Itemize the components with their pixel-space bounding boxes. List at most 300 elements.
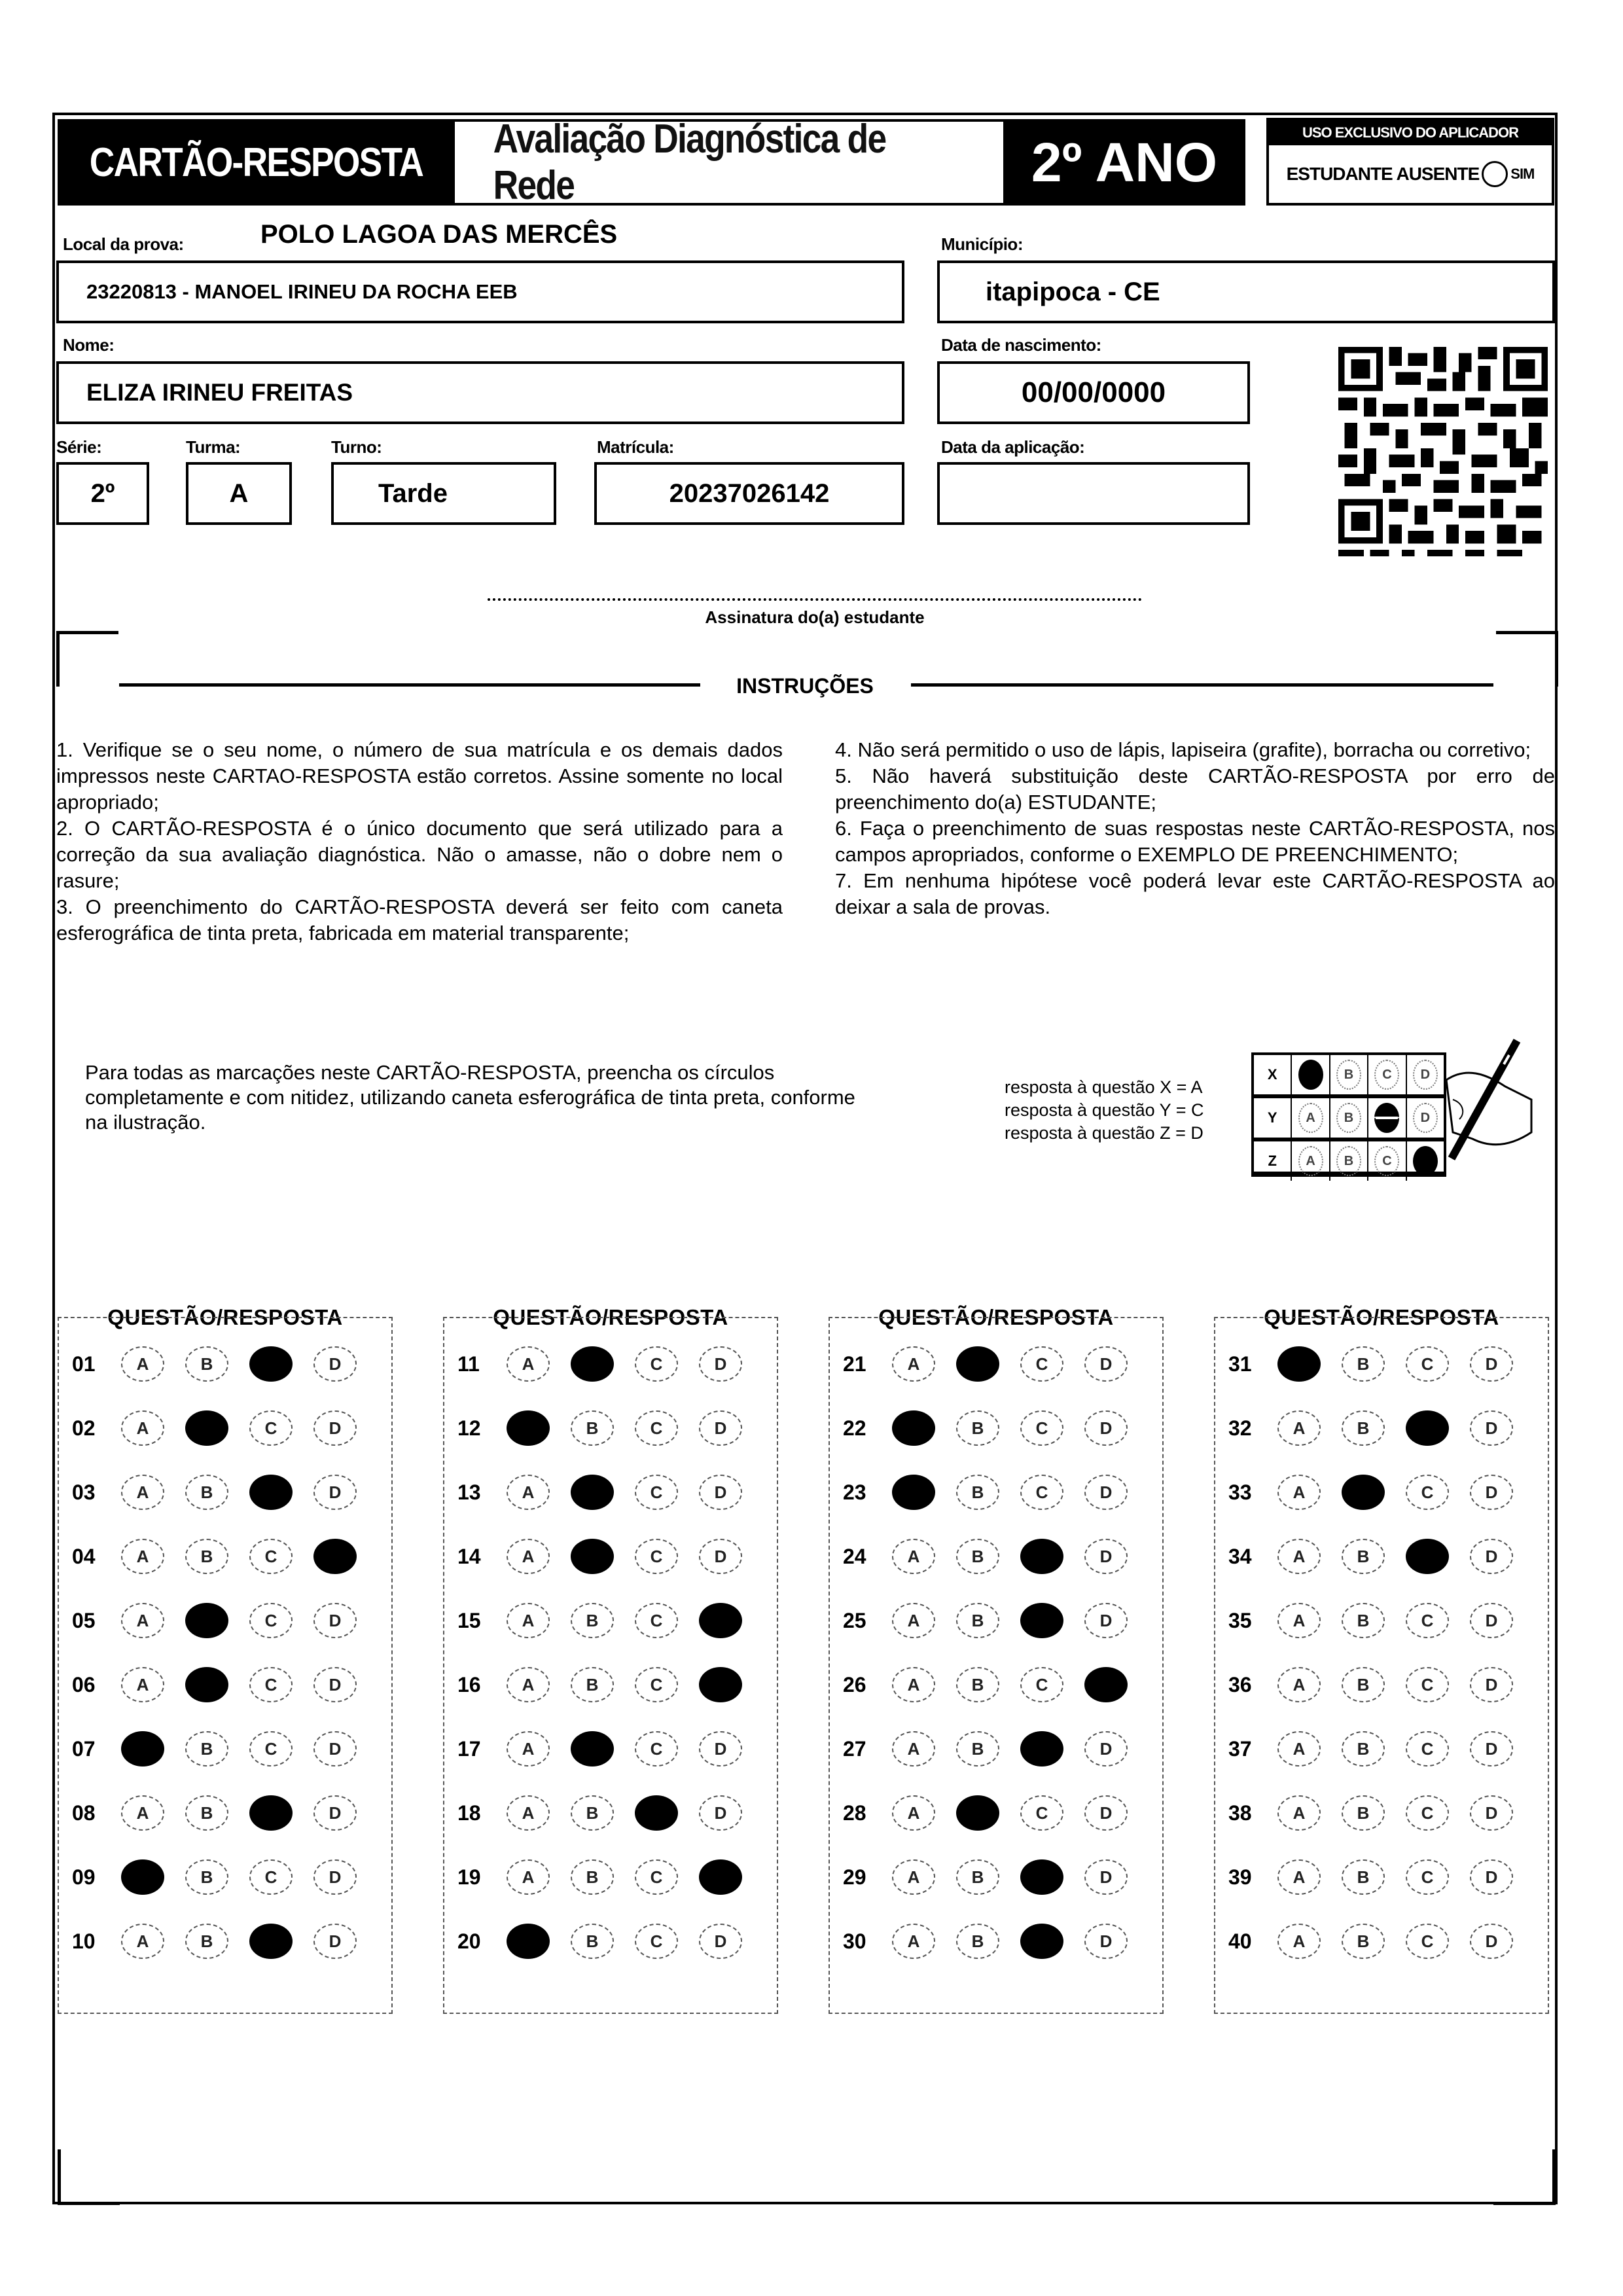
question-row <box>444 1793 777 1833</box>
answer-bubble-d[interactable]: D <box>1084 1539 1128 1574</box>
answer-bubble-c[interactable] <box>249 1924 293 1959</box>
answer-bubble-c[interactable]: C <box>249 1667 293 1702</box>
fill-instructions: Para todas as marcações neste CARTÃO-RESPOSTA, preencha os círculos completamente e com nitidez, utilizando caneta esferográfica de tinta preta, conforme na ilustração. <box>85 1061 855 1134</box>
instruction-2: 2. O CARTÃO-RESPOSTA é o único documento que será utilizado para a correção da sua avaliação diagnóstica. Não o amasse, não o dobre nem o rasure; <box>56 817 783 892</box>
answer-bubble-d[interactable]: D <box>699 1924 742 1959</box>
answer-bubble-d[interactable]: D <box>1470 1475 1513 1510</box>
question-number: 28 <box>843 1801 866 1825</box>
answer-bubble-a[interactable]: A <box>1277 1795 1321 1831</box>
answer-bubble-b[interactable]: B <box>1342 1667 1385 1702</box>
aplicacao-field <box>937 462 1250 525</box>
example-bubble-c: C <box>1374 1146 1399 1176</box>
answer-bubble-d[interactable]: D <box>313 1924 357 1959</box>
question-row <box>830 1408 1162 1448</box>
corner-mark-bottom-left <box>58 2149 120 2205</box>
question-number: 16 <box>457 1672 481 1696</box>
answer-bubble-a[interactable]: A <box>121 1603 164 1638</box>
answer-bubble-b[interactable]: B <box>956 1924 999 1959</box>
question-number: 19 <box>457 1865 481 1889</box>
answer-bubble-a[interactable]: A <box>1277 1859 1321 1895</box>
instructions-left <box>56 737 783 946</box>
example-cell <box>1292 1098 1330 1138</box>
answer-bubble-c[interactable] <box>1020 1731 1063 1767</box>
matricula-label: Matrícula: <box>597 437 674 457</box>
answer-bubble-d[interactable]: D <box>1084 1410 1128 1446</box>
answer-bubble-c[interactable]: C <box>1406 1795 1449 1831</box>
example-cell <box>1292 1055 1330 1094</box>
example-bubble-a: A <box>1298 1146 1323 1176</box>
answer-bubble-c[interactable]: C <box>1406 1731 1449 1767</box>
answer-bubble-a[interactable]: A <box>121 1795 164 1831</box>
answer-bubble-d[interactable] <box>699 1667 742 1702</box>
answer-bubble-b[interactable] <box>185 1667 228 1702</box>
answer-bubble-c[interactable]: C <box>635 1603 678 1638</box>
answer-bubble-a[interactable]: A <box>892 1795 935 1831</box>
instructions-divider-right <box>911 683 1493 687</box>
question-number: 12 <box>457 1416 481 1440</box>
example-row <box>1254 1141 1444 1181</box>
answer-column-1 <box>58 1317 393 2014</box>
answer-bubble-c[interactable]: C <box>1406 1603 1449 1638</box>
question-number: 39 <box>1228 1865 1252 1889</box>
example-legend-y: resposta à questão Y = C <box>1005 1100 1204 1120</box>
question-number: 03 <box>72 1480 96 1504</box>
question-row <box>59 1344 391 1384</box>
question-row <box>830 1344 1162 1384</box>
example-legend-z: resposta à questão Z = D <box>1005 1123 1204 1143</box>
answer-bubble-a[interactable]: A <box>121 1410 164 1446</box>
example-cell <box>1292 1141 1330 1181</box>
answer-bubble-c[interactable] <box>249 1795 293 1831</box>
question-number: 17 <box>457 1736 481 1761</box>
answer-bubble-d[interactable]: D <box>1084 1795 1128 1831</box>
answer-bubble-d[interactable]: D <box>313 1603 357 1638</box>
answer-bubble-c[interactable]: C <box>1406 1475 1449 1510</box>
answer-bubble-b[interactable]: B <box>1342 1859 1385 1895</box>
question-number: 31 <box>1228 1352 1252 1376</box>
question-row <box>1215 1922 1548 1961</box>
answer-bubble-c[interactable]: C <box>1020 1795 1063 1831</box>
answer-bubble-b[interactable]: B <box>1342 1731 1385 1767</box>
answer-bubble-c[interactable] <box>635 1795 678 1831</box>
serie-label: Série: <box>56 437 102 457</box>
aplicacao-label: Data da aplicação: <box>941 437 1085 457</box>
answer-bubble-b[interactable]: B <box>956 1731 999 1767</box>
answer-bubble-a[interactable]: A <box>1277 1924 1321 1959</box>
question-number: 07 <box>72 1736 96 1761</box>
answer-bubble-a[interactable]: A <box>507 1731 550 1767</box>
question-row <box>444 1473 777 1512</box>
card-title: CARTÃO-RESPOSTA <box>89 139 423 185</box>
question-number: 02 <box>72 1416 96 1440</box>
answer-bubble-a[interactable]: A <box>1277 1475 1321 1510</box>
answer-bubble-b[interactable] <box>571 1731 614 1767</box>
question-number: 08 <box>72 1801 96 1825</box>
question-number: 10 <box>72 1929 96 1953</box>
answer-bubble-c[interactable] <box>1406 1539 1449 1574</box>
answer-bubble-a[interactable]: A <box>1277 1603 1321 1638</box>
answer-bubble-a[interactable]: A <box>892 1539 935 1574</box>
question-row <box>1215 1601 1548 1640</box>
answer-bubble-d[interactable]: D <box>1084 1924 1128 1959</box>
answer-bubble-b[interactable] <box>571 1539 614 1574</box>
answer-bubble-d[interactable]: D <box>1084 1346 1128 1382</box>
answer-bubble-b[interactable]: B <box>956 1859 999 1895</box>
answer-bubble-a[interactable]: A <box>1277 1667 1321 1702</box>
nascimento-field: 00/00/0000 <box>937 361 1250 424</box>
matricula-field: 20237026142 <box>594 462 904 525</box>
answer-bubble-d[interactable] <box>313 1539 357 1574</box>
answer-bubble-c[interactable]: C <box>635 1346 678 1382</box>
answer-bubble-b[interactable]: B <box>571 1410 614 1446</box>
answer-bubble-d[interactable]: D <box>1084 1731 1128 1767</box>
answer-bubble-b[interactable] <box>956 1346 999 1382</box>
nascimento-label: Data de nascimento: <box>941 335 1101 355</box>
answer-bubble-a[interactable] <box>1277 1346 1321 1382</box>
answer-bubble-a[interactable]: A <box>892 1924 935 1959</box>
question-number: 33 <box>1228 1480 1252 1504</box>
question-number: 26 <box>843 1672 866 1696</box>
applicator-box <box>1266 118 1554 206</box>
answer-bubble-b[interactable]: B <box>1342 1924 1385 1959</box>
answer-bubble-d[interactable]: D <box>1084 1859 1128 1895</box>
answer-bubble-d[interactable]: D <box>1470 1410 1513 1446</box>
answer-column-title: QUESTÃO/RESPOSTA <box>107 1305 343 1329</box>
local-value: POLO LAGOA DAS MERCÊS <box>260 220 618 249</box>
answer-bubble-d[interactable]: D <box>1084 1603 1128 1638</box>
example-row <box>1254 1055 1444 1098</box>
example-bubble-a <box>1298 1060 1323 1090</box>
answer-bubble-a[interactable]: A <box>121 1346 164 1382</box>
answer-bubble-c[interactable]: C <box>249 1731 293 1767</box>
answer-bubble-d[interactable]: D <box>1470 1795 1513 1831</box>
example-bubble-c: C <box>1374 1060 1399 1090</box>
answer-bubble-b[interactable] <box>185 1410 228 1446</box>
answer-bubble-a[interactable]: A <box>121 1539 164 1574</box>
question-number: 24 <box>843 1544 866 1568</box>
answer-bubble-c[interactable]: C <box>1020 1410 1063 1446</box>
question-number: 37 <box>1228 1736 1252 1761</box>
qr-code-icon <box>1338 340 1548 556</box>
answer-bubble-c[interactable]: C <box>1406 1859 1449 1895</box>
answer-bubble-a[interactable]: A <box>507 1539 550 1574</box>
question-row <box>830 1793 1162 1833</box>
answer-bubble-b[interactable]: B <box>1342 1795 1385 1831</box>
question-row <box>1215 1729 1548 1768</box>
question-row <box>59 1537 391 1576</box>
question-number: 05 <box>72 1608 96 1632</box>
answer-bubble-c[interactable]: C <box>249 1859 293 1895</box>
answer-bubble-c[interactable]: C <box>1406 1667 1449 1702</box>
question-number: 21 <box>843 1352 866 1376</box>
example-cell <box>1330 1055 1368 1094</box>
answer-bubble-a[interactable]: A <box>507 1346 550 1382</box>
example-cell <box>1330 1098 1368 1138</box>
question-row <box>59 1729 391 1768</box>
question-row <box>1215 1537 1548 1576</box>
answer-bubble-b[interactable]: B <box>956 1667 999 1702</box>
answer-bubble-c[interactable]: C <box>635 1410 678 1446</box>
question-number: 36 <box>1228 1672 1252 1696</box>
answer-bubble-a[interactable]: A <box>892 1667 935 1702</box>
answer-bubble-a[interactable]: A <box>507 1795 550 1831</box>
school-field: 23220813 - MANOEL IRINEU DA ROCHA EEB <box>56 260 904 323</box>
instruction-7: 7. Em nenhuma hipótese você poderá levar este CARTÃO-RESPOSTA ao deixar a sala de provas. <box>835 869 1555 918</box>
example-bubble-a: A <box>1298 1103 1323 1133</box>
example-row-label: Z <box>1254 1141 1292 1181</box>
answer-bubble-a[interactable]: A <box>1277 1731 1321 1767</box>
answer-bubble-a[interactable]: A <box>507 1667 550 1702</box>
question-row <box>1215 1665 1548 1704</box>
question-row <box>444 1537 777 1576</box>
example-bubble-d: D <box>1413 1060 1438 1090</box>
question-row <box>830 1473 1162 1512</box>
question-number: 18 <box>457 1801 481 1825</box>
answer-bubble-b[interactable]: B <box>1342 1346 1385 1382</box>
answer-bubble-c[interactable]: C <box>635 1924 678 1959</box>
answer-bubble-c[interactable]: C <box>1406 1924 1449 1959</box>
answer-bubble-b[interactable] <box>571 1346 614 1382</box>
answer-bubble-d[interactable]: D <box>1470 1667 1513 1702</box>
example-grid <box>1251 1052 1446 1177</box>
answer-column-title: QUESTÃO/RESPOSTA <box>878 1305 1114 1329</box>
question-row <box>444 1922 777 1961</box>
question-number: 40 <box>1228 1929 1252 1953</box>
answer-bubble-c[interactable]: C <box>1020 1346 1063 1382</box>
instruction-1: 1. Verifique se o seu nome, o número de sua matrícula e os demais dados impressos neste CARTAO-RESPOSTA estão corretos. Assine somente no local apropriado; <box>56 738 783 814</box>
answer-bubble-b[interactable]: B <box>571 1667 614 1702</box>
answer-bubble-c[interactable]: C <box>1020 1667 1063 1702</box>
answer-bubble-d[interactable] <box>1084 1667 1128 1702</box>
instructions-right <box>835 737 1555 920</box>
example-row-label: Y <box>1254 1098 1292 1138</box>
answer-bubble-a[interactable]: A <box>507 1603 550 1638</box>
answer-bubble-d[interactable]: D <box>1470 1346 1513 1382</box>
question-number: 20 <box>457 1929 481 1953</box>
answer-bubble-c[interactable]: C <box>635 1539 678 1574</box>
question-number: 13 <box>457 1480 481 1504</box>
question-row <box>830 1537 1162 1576</box>
answer-bubble-b[interactable]: B <box>185 1731 228 1767</box>
example-bubble-b: B <box>1336 1103 1361 1133</box>
absent-option: SIM <box>1510 166 1535 182</box>
question-number: 29 <box>843 1865 866 1889</box>
answer-bubble-b[interactable]: B <box>571 1795 614 1831</box>
answer-bubble-d[interactable]: D <box>313 1475 357 1510</box>
answer-bubble-c[interactable] <box>249 1346 293 1382</box>
question-number: 32 <box>1228 1416 1252 1440</box>
answer-bubble-b[interactable]: B <box>571 1603 614 1638</box>
question-row <box>1215 1857 1548 1897</box>
instruction-3: 3. O preenchimento do CARTÃO-RESPOSTA deverá ser feito com caneta esferográfica de tinta preta, fabricada em material transparente; <box>56 895 783 944</box>
answer-bubble-a[interactable]: A <box>507 1475 550 1510</box>
answer-bubble-a[interactable] <box>121 1731 164 1767</box>
answer-bubble-d[interactable]: D <box>699 1795 742 1831</box>
answer-bubble-d[interactable]: D <box>313 1859 357 1895</box>
signature-line[interactable] <box>488 598 1142 601</box>
example-legend <box>1005 1076 1204 1145</box>
absent-bubble[interactable] <box>1482 161 1508 187</box>
answer-column-2 <box>443 1317 778 2014</box>
answer-bubble-c[interactable] <box>1020 1924 1063 1959</box>
answer-column-3 <box>829 1317 1164 2014</box>
answer-bubble-b[interactable]: B <box>956 1539 999 1574</box>
local-label: Local da prova: <box>63 234 184 254</box>
answer-bubble-d[interactable]: D <box>313 1667 357 1702</box>
instruction-5: 5. Não haverá substituição deste CARTÃO-RESPOSTA por erro de preenchimento do(a) ESTUDANTE; <box>835 764 1555 814</box>
answer-bubble-c[interactable]: C <box>635 1667 678 1702</box>
answer-bubble-b[interactable]: B <box>185 1346 228 1382</box>
answer-bubble-b[interactable] <box>1342 1475 1385 1510</box>
turma-field: A <box>186 462 292 525</box>
answer-bubble-b[interactable]: B <box>1342 1410 1385 1446</box>
answer-bubble-c[interactable]: C <box>249 1603 293 1638</box>
answer-bubble-b[interactable] <box>956 1795 999 1831</box>
example-cell <box>1368 1055 1406 1094</box>
answer-bubble-a[interactable] <box>507 1410 550 1446</box>
turma-label: Turma: <box>186 437 241 457</box>
serie-field: 2º <box>56 462 149 525</box>
example-cell <box>1368 1098 1406 1138</box>
answer-bubble-d[interactable]: D <box>699 1731 742 1767</box>
answer-bubble-a[interactable] <box>121 1859 164 1895</box>
answer-bubble-b[interactable]: B <box>185 1795 228 1831</box>
question-number: 22 <box>843 1416 866 1440</box>
question-number: 27 <box>843 1736 866 1761</box>
exam-subtitle <box>455 117 1003 208</box>
question-number: 06 <box>72 1672 96 1696</box>
instructions-title: INSTRUÇÕES <box>736 674 874 698</box>
corner-mark-top-left <box>56 631 118 687</box>
nome-field: ELIZA IRINEU FREITAS <box>56 361 904 424</box>
answer-bubble-c[interactable]: C <box>249 1539 293 1574</box>
question-row <box>830 1665 1162 1704</box>
corner-mark-top-right <box>1496 631 1558 687</box>
question-row <box>830 1729 1162 1768</box>
answer-bubble-b[interactable]: B <box>956 1475 999 1510</box>
answer-bubble-d[interactable]: D <box>699 1410 742 1446</box>
question-row <box>59 1601 391 1640</box>
example-row <box>1254 1098 1444 1141</box>
answer-bubble-c[interactable]: C <box>1020 1475 1063 1510</box>
question-row <box>59 1793 391 1833</box>
question-number: 09 <box>72 1865 96 1889</box>
answer-bubble-c[interactable] <box>1020 1859 1063 1895</box>
answer-bubble-b[interactable]: B <box>185 1475 228 1510</box>
answer-bubble-b[interactable]: B <box>1342 1539 1385 1574</box>
answer-bubble-a[interactable]: A <box>507 1859 550 1895</box>
example-bubble-d: D <box>1413 1103 1438 1133</box>
answer-bubble-a[interactable] <box>892 1475 935 1510</box>
answer-bubble-d[interactable]: D <box>313 1731 357 1767</box>
answer-bubble-b[interactable]: B <box>956 1603 999 1638</box>
municipio-label: Município: <box>941 234 1023 254</box>
answer-bubble-c[interactable]: C <box>635 1475 678 1510</box>
answer-bubble-b[interactable]: B <box>571 1859 614 1895</box>
answer-bubble-d[interactable]: D <box>313 1346 357 1382</box>
answer-bubble-a[interactable]: A <box>121 1667 164 1702</box>
answer-bubble-c[interactable] <box>249 1475 293 1510</box>
answer-bubble-c[interactable]: C <box>635 1731 678 1767</box>
answer-bubble-a[interactable]: A <box>1277 1539 1321 1574</box>
question-row <box>830 1601 1162 1640</box>
answer-bubble-b[interactable]: B <box>571 1924 614 1959</box>
answer-bubble-d[interactable] <box>699 1603 742 1638</box>
answer-bubble-c[interactable]: C <box>635 1859 678 1895</box>
answer-bubble-d[interactable]: D <box>1470 1859 1513 1895</box>
answer-bubble-a[interactable]: A <box>892 1346 935 1382</box>
question-row <box>1215 1473 1548 1512</box>
answer-bubble-d[interactable]: D <box>1470 1539 1513 1574</box>
answer-bubble-a[interactable]: A <box>892 1731 935 1767</box>
answer-bubble-b[interactable]: B <box>1342 1603 1385 1638</box>
turno-label: Turno: <box>331 437 382 457</box>
answer-bubble-d[interactable]: D <box>1470 1731 1513 1767</box>
example-bubble-c <box>1374 1103 1399 1133</box>
answer-bubble-a[interactable]: A <box>1277 1410 1321 1446</box>
example-legend-x: resposta à questão X = A <box>1005 1077 1203 1097</box>
question-row <box>830 1922 1162 1961</box>
question-number: 15 <box>457 1608 481 1632</box>
answer-bubble-c[interactable] <box>1020 1539 1063 1574</box>
example-row-label: X <box>1254 1055 1292 1094</box>
question-row <box>830 1857 1162 1897</box>
answer-bubble-a[interactable]: A <box>121 1924 164 1959</box>
answer-bubble-d[interactable]: D <box>1084 1475 1128 1510</box>
question-row <box>59 1857 391 1897</box>
question-row <box>1215 1344 1548 1384</box>
question-number: 11 <box>457 1352 480 1376</box>
question-number: 30 <box>843 1929 866 1953</box>
answer-column-4 <box>1214 1317 1549 2014</box>
answer-bubble-b[interactable]: B <box>185 1924 228 1959</box>
answer-bubble-b[interactable] <box>185 1603 228 1638</box>
answer-bubble-a[interactable] <box>507 1924 550 1959</box>
answer-bubble-b[interactable]: B <box>185 1859 228 1895</box>
answer-bubble-d[interactable]: D <box>1470 1924 1513 1959</box>
answer-bubble-c[interactable]: C <box>1406 1346 1449 1382</box>
answer-bubble-a[interactable] <box>892 1410 935 1446</box>
answer-bubble-d[interactable]: D <box>699 1475 742 1510</box>
answer-bubble-a[interactable]: A <box>892 1859 935 1895</box>
question-number: 01 <box>72 1352 96 1376</box>
answer-bubble-d[interactable]: D <box>1470 1603 1513 1638</box>
answer-bubble-b[interactable] <box>571 1475 614 1510</box>
answer-bubble-c[interactable] <box>1020 1603 1063 1638</box>
signature-label: Assinatura do(a) estudante <box>705 607 925 627</box>
answer-bubble-d[interactable]: D <box>699 1346 742 1382</box>
answer-bubble-c[interactable]: C <box>249 1410 293 1446</box>
question-row <box>59 1922 391 1961</box>
answer-bubble-b[interactable]: B <box>185 1539 228 1574</box>
answer-bubble-d[interactable] <box>699 1859 742 1895</box>
question-row <box>444 1665 777 1704</box>
answer-bubble-a[interactable]: A <box>892 1603 935 1638</box>
question-number: 35 <box>1228 1608 1252 1632</box>
answer-bubble-d[interactable]: D <box>313 1795 357 1831</box>
example-cell <box>1368 1141 1406 1181</box>
answer-bubble-a[interactable]: A <box>121 1475 164 1510</box>
answer-bubble-d[interactable]: D <box>313 1410 357 1446</box>
question-row <box>444 1601 777 1640</box>
absent-field <box>1269 145 1552 203</box>
answer-bubble-b[interactable]: B <box>956 1410 999 1446</box>
answer-bubble-c[interactable] <box>1406 1410 1449 1446</box>
municipio-field: itapipoca - CE <box>937 260 1555 323</box>
answer-bubble-d[interactable]: D <box>699 1539 742 1574</box>
question-row <box>59 1473 391 1512</box>
exam-subtitle-text: Avaliação Diagnóstica de Rede <box>493 117 886 208</box>
